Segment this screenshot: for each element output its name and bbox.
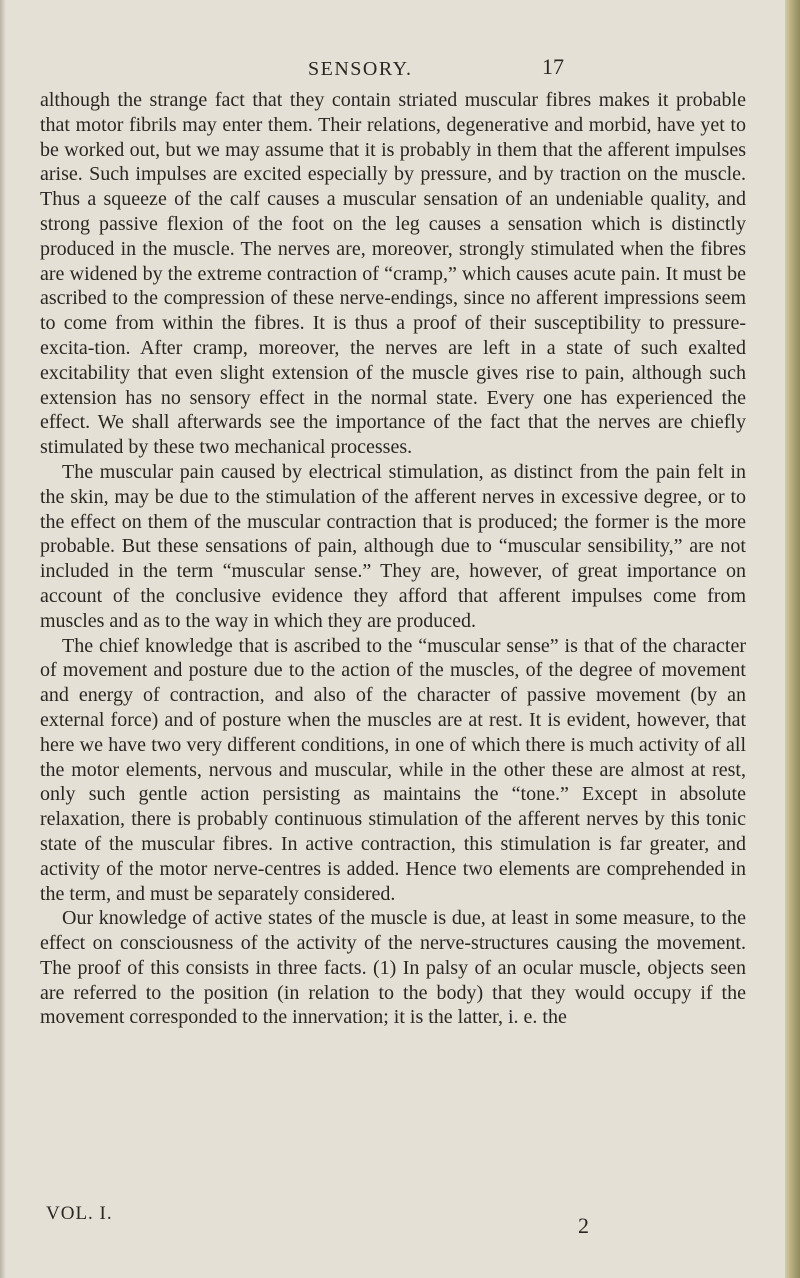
- signature-mark: 2: [578, 1213, 589, 1238]
- paragraph: The chief knowledge that is ascribed to the “muscular sense” is that of the character of movement and posture due to the action of the muscles, of the degree of movement and energy of contraction, and also of the character of passive movement (by an external force) and of posture when the muscles are at rest. It is evident, however, that here we have two very different conditions, in one of which there is much activity of all the motor elements, nervous and muscular, while in the other these are almost at rest, only such gentle action persisting as maintains the “tone.” Except in absolute relaxation, there is probably continuous stimulation of the afferent nerves by this tonic state of the muscular fibres. In active contraction, this stimulation is far greater, and activity of the motor nerve-centres is added. Hence two elements are comprehended in the term, and must be separately considered.: [40, 634, 746, 905]
- paragraph: Our knowledge of active states of the muscle is due, at least in some measure, to the effect on consciousness of the activity of the nerve-structures causing the movement. The proof of this consists in three facts. (1) In palsy of an ocular muscle, objects seen are referred to the position (in relation to the body) that they would occupy if the movement corresponded to the innervation; it is the latter, i. e. the: [40, 907, 746, 1029]
- volume-signature: VOL. I.: [46, 1203, 113, 1224]
- page-footer: [46, 1203, 646, 1243]
- page-number: 17: [542, 54, 564, 79]
- running-head-title: SENSORY.: [308, 58, 413, 80]
- body-text: [40, 88, 746, 1030]
- page-edge: [785, 0, 800, 1278]
- paragraph: although the strange fact that they contain striated muscular fibres makes it probable that motor fibrils may enter them. Their relations, degenerative and morbid, have yet to be worked out, but we may assume that it is probably in them that the afferent impulses arise. Such impulses are excited especially by pressure, and by traction on the muscle. Thus a squeeze of the calf causes a muscular sensation of an undeniable quality, and strong passive flexion of the foot on the leg causes a sensation which is distinctly produced in the muscle. The nerves are, moreover, strongly stimulated when the fibres are widened by the extreme contraction of “cramp,” which causes acute pain. It must be ascribed to the compression of these nerve-endings, since no afferent impressions seem to come from within the fibres. It is thus a proof of their susceptibility to pressure-excita-tion. After cramp, moreover, the nerves are left in a state of such exalted excitability that even slight extension of the muscle gives rise to pain, although such extension has no sensory effect in the normal state. Every one has experienced the effect. We shall afterwards see the importance of the fact that the nerves are chiefly stimulated by these two mechanical processes.: [40, 89, 746, 459]
- paragraph: The muscular pain caused by electrical stimulation, as distinct from the pain felt in the skin, may be due to the stimulation of the afferent nerves in excessive degree, or to the effect on them of the muscular contraction that is produced; the former is the more probable. But these sensations of pain, although due to “muscular sensibility,” are not included in the term “muscular sense.” They are, however, of great importance on account of the conclusive evidence they afford that afferent impulses come from muscles and as to the way in which they are produced.: [40, 460, 746, 632]
- page-gutter-shadow: [0, 0, 6, 1278]
